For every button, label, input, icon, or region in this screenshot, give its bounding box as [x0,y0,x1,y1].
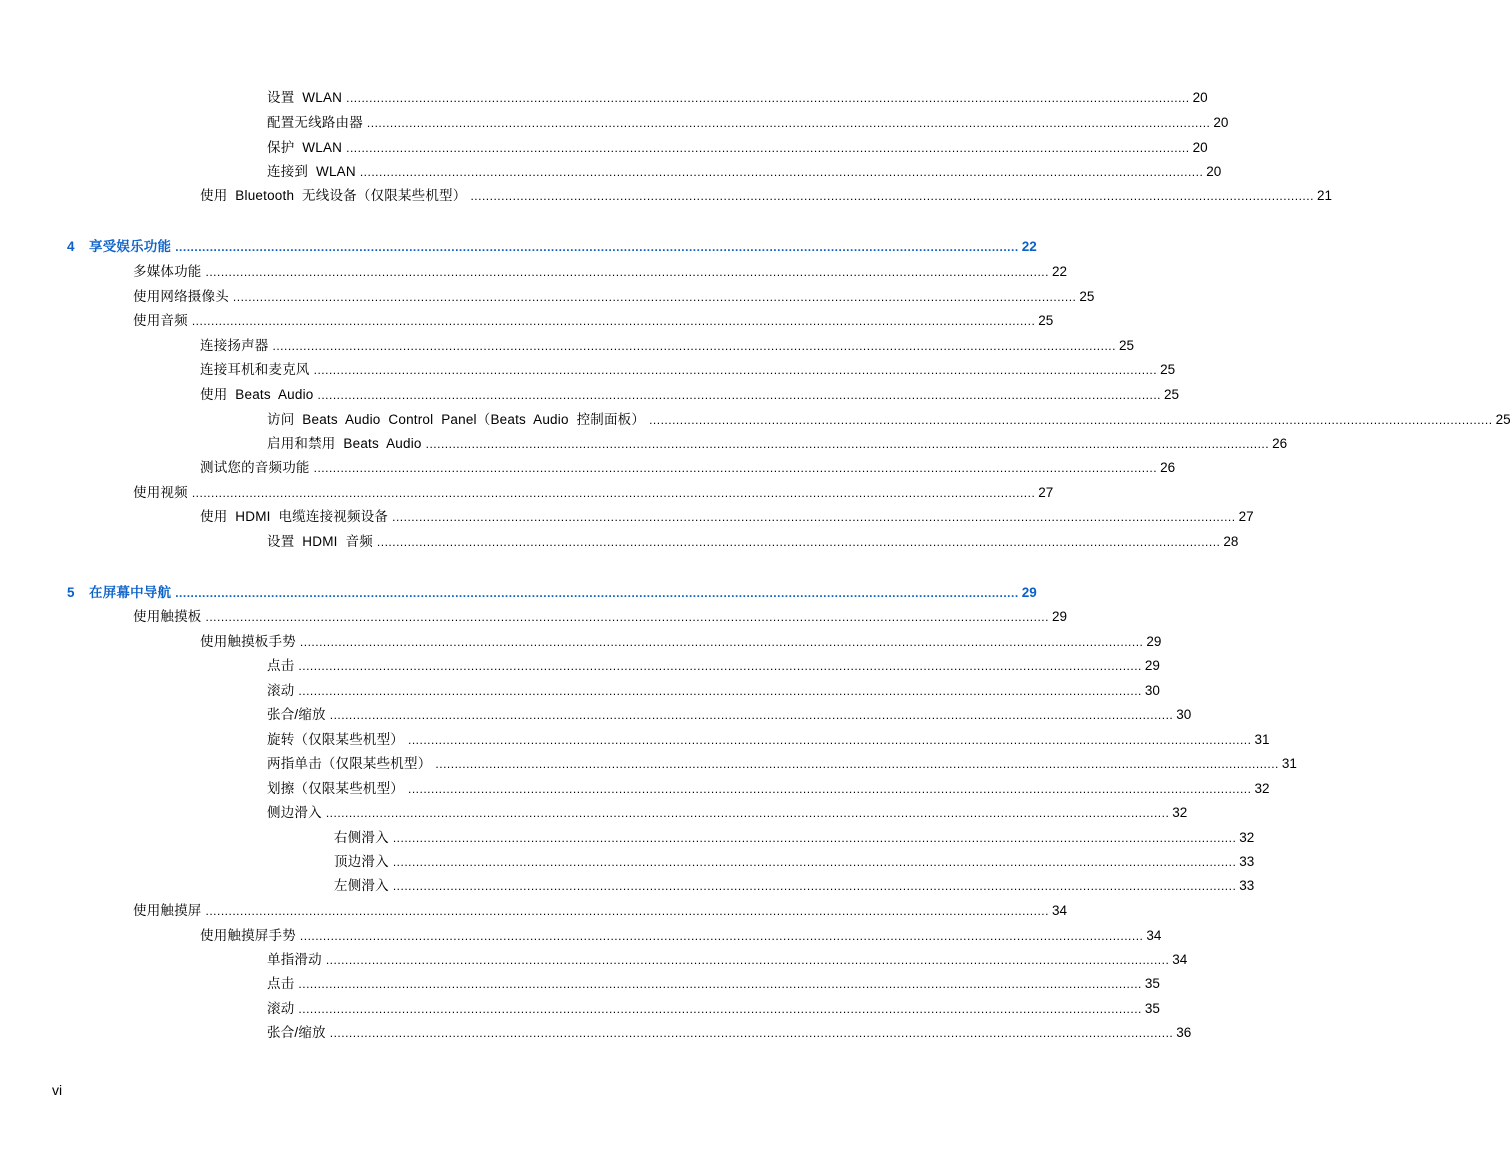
dot-leader: ............................................................................................................................................................................................................................ [392,855,1237,869]
toc-page-number: 30 [1144,683,1160,698]
chapter-number: 5 [67,585,75,600]
toc-entry[interactable] [267,530,1239,550]
chapter-number: 4 [67,239,75,254]
dot-leader: ............................................................................................................................................................................................................................ [392,831,1237,845]
toc-entry-label: 滚动 [267,683,295,698]
toc-entry-label: 使用 Beats Audio [200,387,314,402]
toc-page-number: 34 [1172,952,1188,967]
toc-entry[interactable] [200,184,1332,204]
dot-leader: ............................................................................................................................................................................................................................ [191,486,1036,500]
toc-entry[interactable] [200,334,1135,354]
toc-entry[interactable] [133,605,1068,625]
toc-page-number: 32 [1172,805,1188,820]
toc-entry[interactable] [267,777,1270,797]
toc-entry[interactable] [200,456,1176,476]
toc-entry-label: 使用触摸屏 [133,903,202,918]
toc-page-number: 22 [1051,264,1068,279]
toc-page-number: 25 [1160,362,1176,377]
toc-page-number: 30 [1176,707,1192,722]
toc-entry-title [133,289,233,305]
toc-entry-label: 使用触摸板手势 [200,634,296,649]
dot-leader: ............................................................................................................................................................................................................................ [175,240,1019,254]
dot-leader: ............................................................................................................................................................................................................................ [175,586,1019,600]
dot-leader: ............................................................................................................................................................................................................................ [313,363,1158,377]
toc-entry-title [267,164,360,180]
toc-entry-title [267,115,367,131]
toc-entry-label: 点击 [267,976,295,991]
toc-entry-title [200,509,392,525]
toc-entry-title [267,683,298,699]
dot-leader: ............................................................................................................................................................................................................................ [298,1002,1142,1016]
toc-entry-title [334,830,393,846]
dot-leader: ............................................................................................................................................................................................................................ [205,265,1049,279]
dot-leader: ............................................................................................................................................................................................................................ [470,189,1314,203]
dot-leader: ............................................................................................................................................................................................................................ [298,684,1142,698]
toc-entry-label: 访问 Beats Audio Control Panel（Beats Audio 控制面板） [267,412,646,427]
toc-entry-label: 划擦（仅限某些机型） [267,781,404,796]
dot-leader: ............................................................................................................................................................................................................................ [329,708,1174,722]
dot-leader: ............................................................................................................................................................................................................................ [329,1026,1174,1040]
toc-entry-title [133,264,206,280]
toc-entry-title [267,707,330,723]
toc-entry[interactable] [200,505,1254,525]
toc-entry-title [133,313,192,329]
toc-entry-title [334,878,393,894]
toc-page-number: 25 [1164,387,1180,402]
toc-page-number: 31 [1281,756,1297,771]
toc-entry-label: 使用触摸板 [133,609,202,624]
toc-entry-title [67,239,175,255]
toc-entry-title [267,534,377,550]
toc-page-number: 34 [1146,928,1162,943]
toc-entry[interactable] [267,136,1208,156]
toc-entry-label: 使用网络摄像头 [133,289,229,304]
dot-leader: ............................................................................................................................................................................................................................ [317,388,1161,402]
toc-entry[interactable] [133,309,1054,329]
dot-leader: ............................................................................................................................................................................................................................ [366,116,1211,130]
toc-entry-label: 设置 WLAN [267,90,343,105]
dot-leader: ............................................................................................................................................................................................................................ [392,879,1237,893]
toc-page-number: 33 [1239,854,1255,869]
toc-chapter-entry[interactable] [67,235,1037,255]
toc-entry[interactable] [334,874,1255,894]
toc-entry-title [200,460,314,476]
toc-entry[interactable] [334,850,1255,870]
toc-entry[interactable] [133,899,1068,919]
toc-entry-label: 使用 HDMI 电缆连接视频设备 [200,509,389,524]
toc-page-number: 22 [1021,239,1037,254]
toc-page-number: 26 [1272,436,1288,451]
toc-entry-label: 保护 WLAN [267,140,343,155]
toc-entry-title [200,387,318,403]
toc-entry-label: 旋转（仅限某些机型） [267,732,404,747]
dot-leader: ............................................................................................................................................................................................................................ [346,141,1190,155]
toc-entry-title [267,756,435,772]
toc-entry[interactable] [267,86,1208,106]
toc-entry[interactable] [267,752,1297,772]
dot-leader: ............................................................................................................................................................................................................................ [232,290,1077,304]
toc-entry[interactable] [267,1021,1192,1041]
toc-entry[interactable] [133,260,1068,280]
toc-page-number: 25 [1495,412,1511,427]
dot-leader: ............................................................................................................................................................................................................................ [649,413,1493,427]
toc-entry-title [133,485,192,501]
toc-page-number: 21 [1316,188,1332,203]
toc-entry-label: 在屏幕中导航 [89,585,172,600]
toc-entry[interactable] [267,654,1160,674]
toc-entry-title [267,1025,330,1041]
toc-entry-label: 多媒体功能 [133,264,202,279]
toc-page-number: 36 [1176,1025,1192,1040]
toc-entry-title [200,188,470,204]
toc-entry[interactable] [267,728,1270,748]
page-number-footer: vi [52,1082,63,1098]
toc-page-number: 34 [1051,903,1068,918]
toc-page-number: 29 [1021,585,1037,600]
toc-entry-title [267,952,326,968]
toc-page-number: 27 [1238,509,1254,524]
dot-leader: ............................................................................................................................................................................................................................ [205,904,1049,918]
dot-leader: ............................................................................................................................................................................................................................ [408,782,1252,796]
toc-entry-label: 点击 [267,658,295,673]
toc-entry-title [267,805,326,821]
toc-entry-title [267,436,426,452]
toc-entry-title [267,658,298,674]
dot-leader: ............................................................................................................................................................................................................................ [299,929,1144,943]
toc-page-number: 20 [1192,90,1208,105]
dot-leader: ............................................................................................................................................................................................................................ [408,733,1252,747]
toc-entry-label: 连接耳机和麦克风 [200,362,310,377]
toc-entry-label: 使用触摸屏手势 [200,928,296,943]
dot-leader: ............................................................................................................................................................................................................................ [191,314,1036,328]
toc-page-number: 25 [1118,338,1135,353]
toc-entry-label: 测试您的音频功能 [200,460,310,475]
toc-entry[interactable] [267,703,1192,723]
toc-entry-title [267,90,346,106]
toc-entry[interactable] [267,408,1511,428]
toc-entry-label: 两指单击（仅限某些机型） [267,756,432,771]
dot-leader: ............................................................................................................................................................................................................................ [325,806,1170,820]
toc-page-number: 26 [1160,460,1176,475]
toc-entry[interactable] [200,358,1176,378]
toc-entry[interactable] [267,679,1160,699]
dot-leader: ............................................................................................................................................................................................................................ [425,437,1270,451]
dot-leader: ............................................................................................................................................................................................................................ [346,91,1190,105]
toc-entry-title [267,140,346,156]
toc-page-number: 32 [1239,830,1255,845]
toc-entry-label: 单指滑动 [267,952,322,967]
toc-entry-title [267,732,408,748]
toc-entry-title [200,634,300,650]
toc-entry[interactable] [267,801,1188,821]
toc-page-number: 31 [1254,732,1270,747]
toc-entry[interactable] [133,285,1095,305]
toc-entry-label: 使用视频 [133,485,188,500]
toc-entry-label: 滚动 [267,1001,295,1016]
toc-page-number: 33 [1239,878,1255,893]
toc-entry-title [67,585,175,601]
dot-leader: ............................................................................................................................................................................................................................ [298,659,1142,673]
toc-entry[interactable] [200,630,1162,650]
toc-entry-label: 启用和禁用 Beats Audio [267,436,422,451]
toc-page-number: 27 [1038,485,1054,500]
toc-entry-title [200,928,300,944]
dot-leader: ............................................................................................................................................................................................................................ [299,635,1144,649]
toc-entry[interactable] [267,432,1288,452]
toc-entry[interactable] [267,160,1222,180]
toc-entry-title [267,1001,298,1017]
toc-entry-title [267,976,298,992]
toc-entry[interactable] [267,997,1160,1017]
toc-entry-title [267,412,649,428]
dot-leader: ............................................................................................................................................................................................................................ [359,165,1204,179]
toc-page-number: 29 [1051,609,1068,624]
toc-page-number: 29 [1144,658,1160,673]
toc-entry-label: 侧边滑入 [267,805,322,820]
toc-page-number: 29 [1146,634,1162,649]
dot-leader: ............................................................................................................................................................................................................................ [435,757,1279,771]
toc-entry-label: 右侧滑入 [334,830,389,845]
toc-entry-label: 享受娱乐功能 [89,239,172,254]
dot-leader: ............................................................................................................................................................................................................................ [205,610,1049,624]
toc-page-number: 25 [1079,289,1095,304]
toc-page-number: 32 [1254,781,1270,796]
toc-entry-label: 连接到 WLAN [267,164,356,179]
toc-entry-title [200,338,273,354]
dot-leader: ............................................................................................................................................................................................................................ [272,339,1116,353]
toc-entry-label: 配置无线路由器 [267,115,363,130]
dot-leader: ............................................................................................................................................................................................................................ [376,535,1221,549]
toc-entry[interactable] [200,383,1180,403]
dot-leader: ............................................................................................................................................................................................................................ [298,977,1142,991]
toc-entry-label: 左侧滑入 [334,878,389,893]
toc-page-number: 20 [1213,115,1229,130]
dot-leader: ............................................................................................................................................................................................................................ [392,510,1236,524]
dot-leader: ............................................................................................................................................................................................................................ [325,953,1170,967]
toc-entry-label: 顶边滑入 [334,854,389,869]
toc-entry[interactable] [200,924,1162,944]
toc-page-number: 35 [1144,1001,1160,1016]
toc-page-number: 35 [1144,976,1160,991]
toc-entry[interactable] [267,948,1188,968]
toc-page-number: 20 [1206,164,1222,179]
toc-entry-title [133,609,206,625]
toc-entry-title [267,781,408,797]
toc-page-number: 25 [1038,313,1054,328]
toc-entry[interactable] [334,826,1255,846]
toc-entry[interactable] [267,972,1160,992]
toc-entry[interactable] [267,111,1229,131]
toc-entry-title [200,362,314,378]
toc-page-number: 20 [1192,140,1208,155]
dot-leader: ............................................................................................................................................................................................................................ [313,461,1158,475]
toc-page-number: 28 [1223,534,1239,549]
toc-entry-label: 张合/缩放 [267,1025,326,1040]
toc-chapter-entry[interactable] [67,581,1037,601]
toc-entry-label: 使用 Bluetooth 无线设备（仅限某些机型） [200,188,467,203]
toc-entry-label: 张合/缩放 [267,707,326,722]
toc-entry-label: 设置 HDMI 音频 [267,534,373,549]
toc-entry-title [334,854,393,870]
toc-entry-label: 连接扬声器 [200,338,269,353]
toc-entry[interactable] [133,481,1054,501]
toc-entry-label: 使用音频 [133,313,188,328]
toc-entry-title [133,903,206,919]
